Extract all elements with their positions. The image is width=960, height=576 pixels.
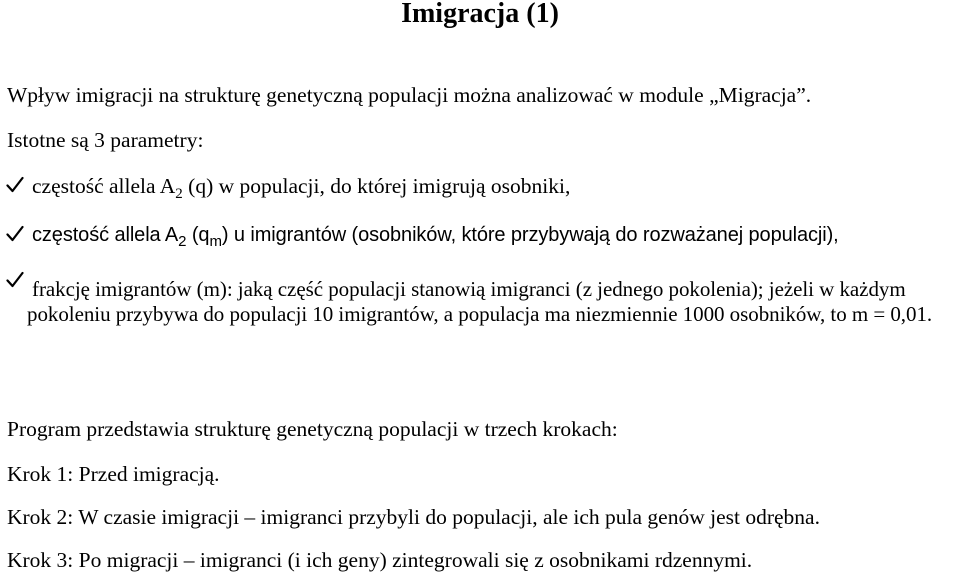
parameters-heading: Istotne są 3 parametry: <box>7 128 204 152</box>
slide-title: Imigracja (1) <box>401 0 559 29</box>
program-intro: Program przedstawia strukturę genetyczną populacji w trzech krokach: <box>7 417 618 441</box>
bullet-item-immigrant-allele-frequency <box>32 223 839 250</box>
bullet-text-part: (q <box>186 224 210 246</box>
bullet-item-allele-frequency <box>32 174 571 202</box>
subscript: 2 <box>175 186 183 202</box>
checkmark-icon <box>6 176 24 194</box>
bullet-item-immigrant-fraction: frakcję imigrantów (m): jaką część populacji stanowią imigranci (z jednego pokolenia); jeżeli w każdym pokoleniu przybywa do populacji 10 imigrantów, a populacja ma niezmiennie 1000 osobników, to m = 0,01. <box>27 277 933 326</box>
checkmark-icon <box>6 271 24 289</box>
step-2: Krok 2: W czasie imigracji – imigranci przybyli do populacji, ale ich pula genów jest odrębna. <box>7 505 820 529</box>
bullet-text-part: częstość allela A <box>32 174 176 198</box>
bullet-text-part: częstość allela A <box>32 224 179 246</box>
subscript: m <box>209 233 222 250</box>
checkmark-icon <box>6 225 24 243</box>
step-3: Krok 3: Po migracji – imigranci (i ich geny) zintegrowali się z osobnikami rdzennymi. <box>7 548 753 572</box>
bullet-text-part: ) u imigrantów (osobników, które przybywają do rozważanej populacji), <box>221 224 839 246</box>
bullet-text-part: (q) w populacji, do której imigrują osobniki, <box>182 174 571 198</box>
intro-text: Wpływ imigracji na strukturę genetyczną populacji można analizować w module „Migracja”. <box>7 83 812 107</box>
subscript: 2 <box>178 233 187 250</box>
step-1: Krok 1: Przed imigracją. <box>7 462 220 486</box>
